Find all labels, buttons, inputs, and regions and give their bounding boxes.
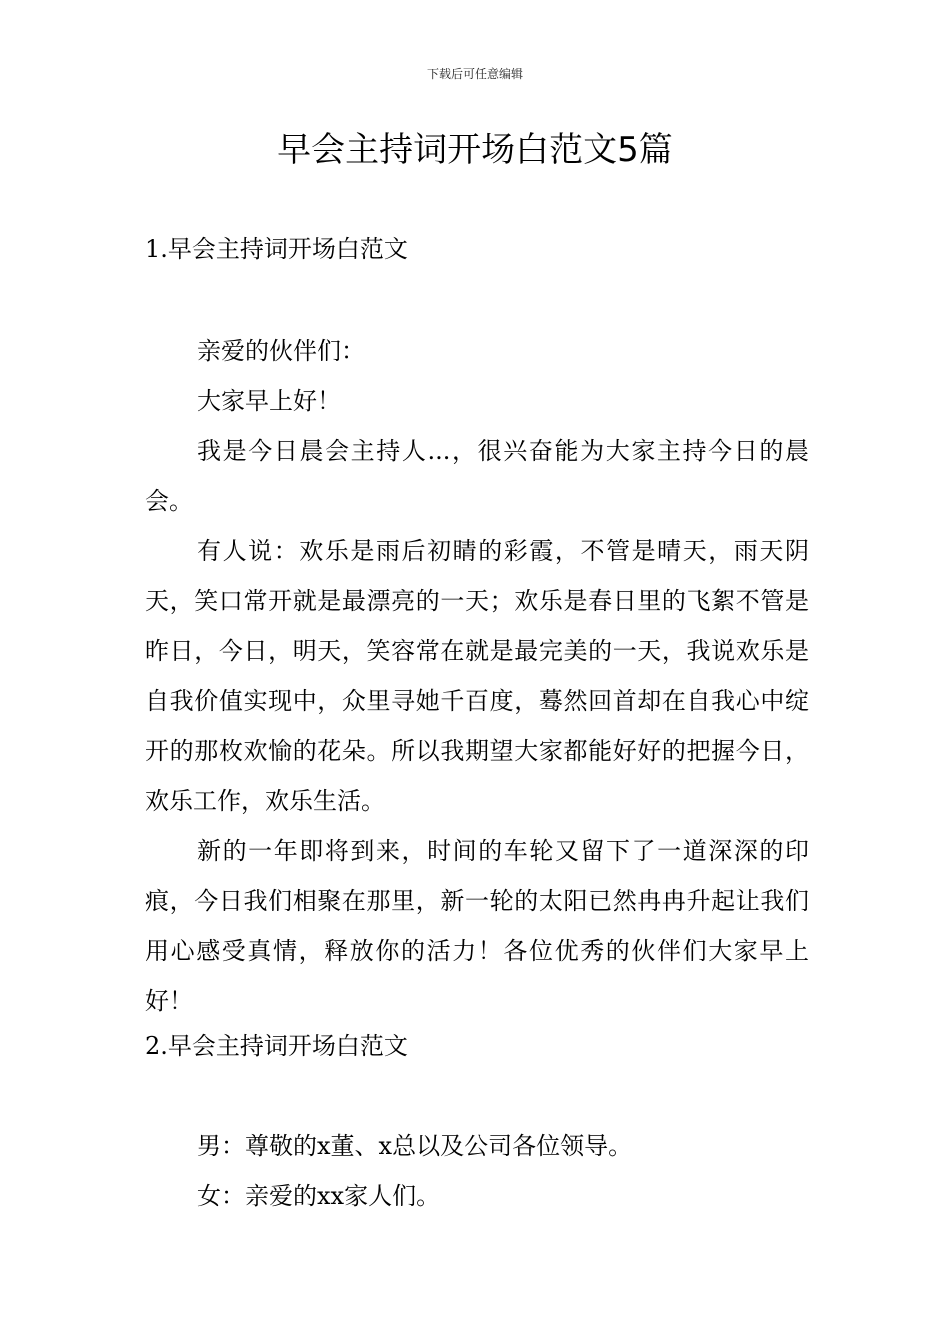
section-2-body	[145, 1121, 809, 1221]
paragraph-male-host: 男：尊敬的x董、x总以及公司各位领导。	[197, 1132, 633, 1160]
header-note: 下载后可任意编辑	[426, 67, 523, 81]
paragraph-host-intro: 我是今日晨会主持人...，很兴奋能为大家主持今日的晨会。	[145, 437, 809, 515]
section-2-heading: 2.早会主持词开场白范文	[145, 1032, 408, 1060]
paragraph-happiness: 有人说：欢乐是雨后初睛的彩霞，不管是晴天，雨天阴天，笑口常开就是最漂亮的一天；欢乐是春日里的飞絮不管是昨日，今日，明天，笑容常在就是最完美的一天，我说欢乐是自我价值实现中，众里寻她千百度，蓦然回首却在自我心中绽开的那枚欢愉的花朵。所以我期望大家都能好好的把握今日，欢乐工作，欢乐生活。	[145, 537, 809, 815]
paragraph-new-year: 新的一年即将到来，时间的车轮又留下了一道深深的印痕，今日我们相聚在那里，新一轮的太阳已然冉冉升起让我们用心感受真情，释放你的活力！各位优秀的伙伴们大家早上好！	[145, 837, 809, 1015]
paragraph-female-host: 女：亲爱的xx家人们。	[197, 1182, 441, 1210]
section-1-body	[145, 326, 809, 1026]
paragraph-good-morning: 大家早上好！	[197, 387, 341, 415]
document-title: 早会主持词开场白范文5篇	[277, 130, 673, 170]
section-1-heading: 1.早会主持词开场白范文	[145, 235, 408, 263]
paragraph-greeting: 亲爱的伙伴们：	[197, 337, 365, 365]
